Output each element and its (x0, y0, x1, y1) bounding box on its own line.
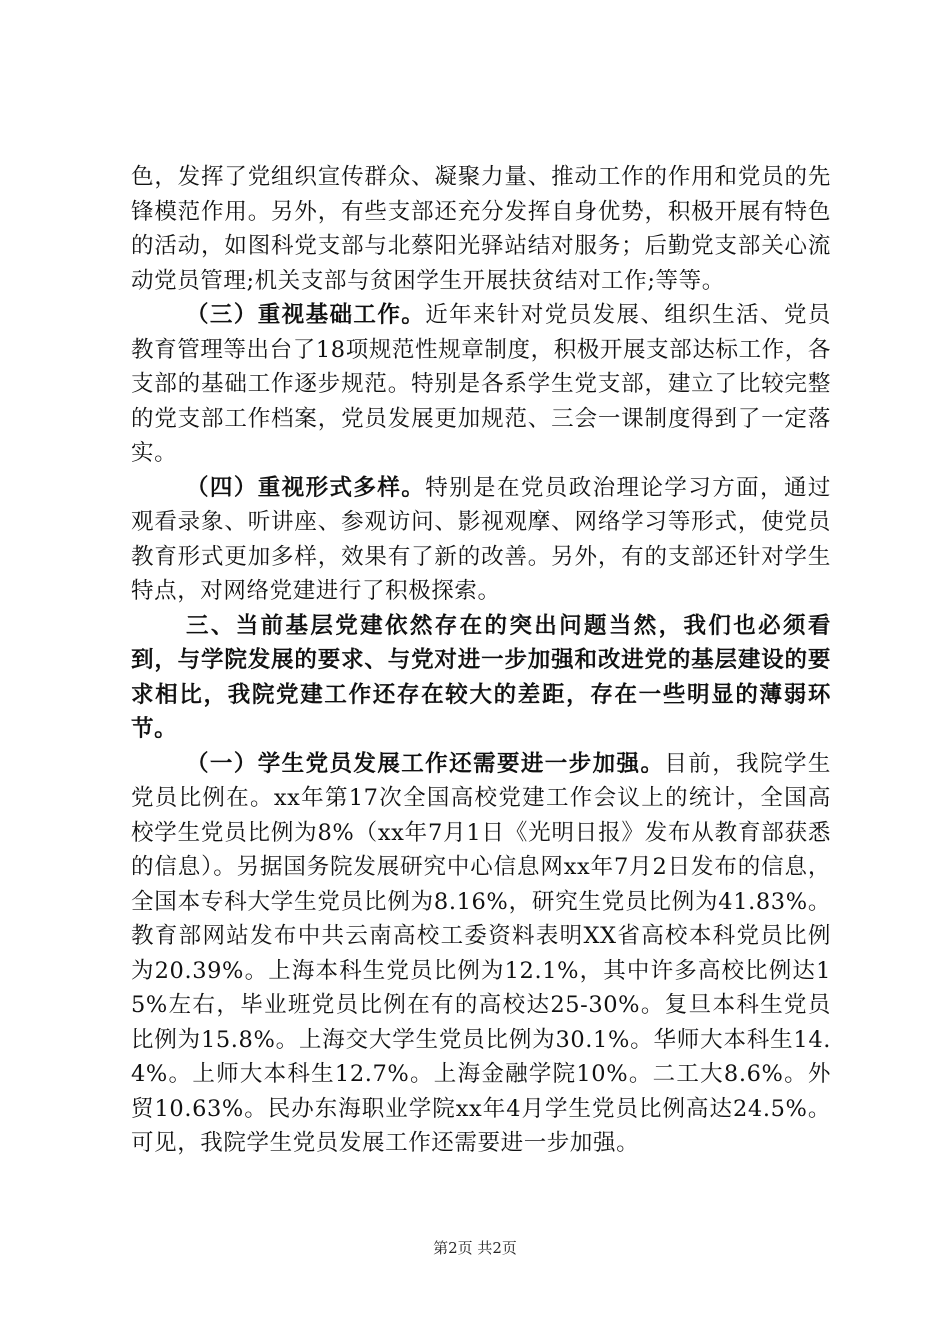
paragraph-text: 特别是在党员政治理论学习方面，通过观看录象、听讲座、参观访问、影视观摩、网络学习等形式，使党员教育形式更加多样，效果有了新的改善。另外，有的支部还针对学生特点，对网络党建进行了积极探索。 (131, 474, 831, 604)
section-heading: （一）学生党员发展工作还需要进一步加强。 (186, 750, 665, 777)
paragraph-text: 色，发挥了党组织宣传群众、凝聚力量、推动工作的作用和党员的先锋模范作用。另外，有些支部还充分发挥自身优势，积极开展有特色的活动，如图科党支部与北蔡阳光驿站结对服务；后勤党支部关心流动党员管理;机关支部与贫困学生开展扶贫结对工作;等等。 (131, 164, 831, 294)
chapter-heading-text: 三、当前基层党建依然存在的突出问题当然，我们也必须看到，与学院发展的要求、与党对进一步加强和改进党的基层建设的要求相比，我院党建工作还存在较大的差距，存在一些明显的薄弱环节。 (131, 612, 831, 742)
paragraph-section-3 (131, 298, 831, 471)
page-footer (0, 1238, 950, 1258)
section-heading: （四）重视形式多样。 (186, 474, 426, 501)
paragraph-section-4 (131, 471, 831, 609)
chapter-heading-3 (131, 609, 831, 747)
section-heading: （三）重视基础工作。 (186, 302, 426, 328)
paragraph-text: 目前，我院学生党员比例在。xx年第17次全国高校党建工作会议上的统计，全国高校学生党员比例为8%（xx年7月1日《光明日报》发布从教育部获悉的信息）。另据国务院发展研究中心信息网xx年7月2日发布的信息，全国本专科大学生党员比例为8.16%，研究生党员比例为41.83%。教育部网站发布中共云南高校工委资料表明XX省高校本科党员比例为20.39%。上海本科生党员比例为12.1%，其中许多高校比例达15%左右，毕业班党员比例在有的高校达25-30%。复旦本科生党员比例为15.8%。上海交大学生党员比例为30.1%。华师大本科生14.4%。上师大本科生12.7%。上海金融学院10%。二工大8.6%。外贸10.63%。民办东海职业学院xx年4月学生党员比例高达24.5%。可见，我院学生党员发展工作还需要进一步加强。 (131, 750, 831, 1156)
document-body (131, 160, 831, 1161)
paragraph-section-1 (131, 747, 831, 1161)
page-number-label: 第2页 共2页 (433, 1239, 517, 1257)
paragraph-text: 近年来针对党员发展、组织生活、党员教育管理等出台了18项规范性规章制度，积极开展支部达标工作，各支部的基础工作逐步规范。特别是各系学生党支部，建立了比较完整的党支部工作档案，党员发展更加规范、三会一课制度得到了一定落实。 (131, 302, 831, 466)
paragraph-continuation (131, 160, 831, 298)
